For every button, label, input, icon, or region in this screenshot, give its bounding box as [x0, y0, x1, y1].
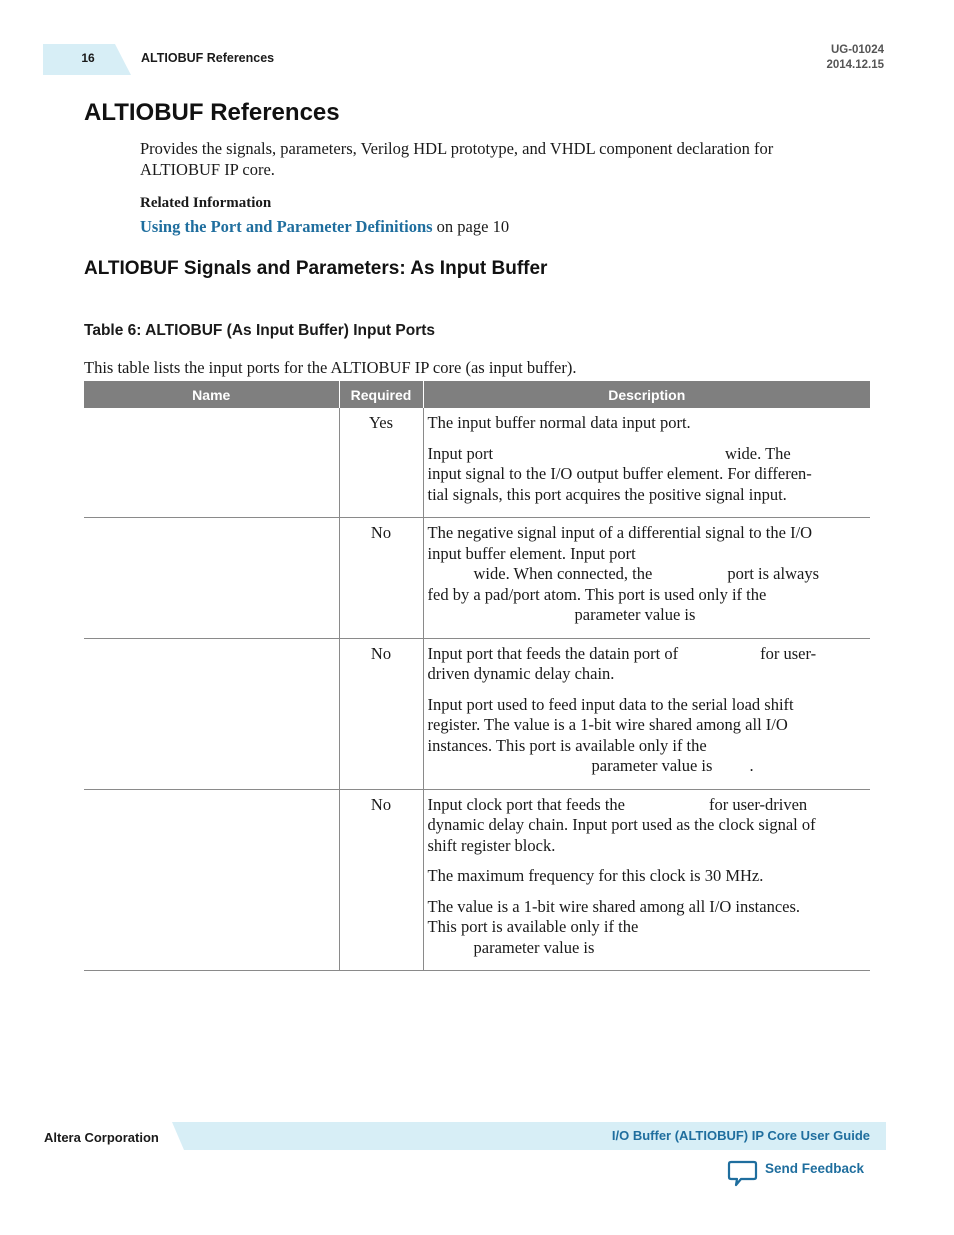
description-text: fed by a pad/port atom. This port is used only if the: [427, 584, 767, 604]
description-text: This port is available only if the: [427, 917, 639, 936]
port-name-cell: [84, 638, 339, 789]
description-cell: [423, 789, 870, 971]
required-cell: No: [339, 789, 423, 971]
related-info-page: on page 10: [432, 217, 510, 236]
required-cell: Yes: [339, 408, 423, 518]
description-cell: [423, 638, 870, 789]
section-intro: Provides the signals, parameters, Verilog HDL prototype, and VHDL component declaration for ALTIOBUF IP core.: [140, 139, 774, 179]
description-text: Input port that feeds the datain port of: [427, 643, 679, 663]
description-text: wide. The: [725, 443, 791, 463]
table-row: [84, 638, 870, 789]
description-text: The negative signal input of a differential signal to the I/O: [427, 523, 813, 542]
description-paragraph: [428, 413, 861, 434]
doc-date: 2014.12.15: [826, 59, 884, 71]
description-text: for user-: [760, 643, 817, 663]
description-paragraph: [428, 523, 861, 626]
description-text: parameter value is: [591, 756, 713, 775]
doc-identifier: [826, 43, 884, 73]
table-header-row: [84, 381, 870, 408]
description-text: input buffer element. Input port: [427, 543, 636, 563]
description-paragraph: [428, 695, 861, 777]
required-cell: No: [339, 638, 423, 789]
description-text: for user-driven: [708, 794, 808, 814]
input-ports-table: [84, 381, 870, 971]
description-text: input signal to the I/O output buffer element. For differen-: [427, 464, 812, 483]
section-title: ALTIOBUF References: [84, 99, 340, 126]
description-text: tial signals, this port acquires the positive signal input.: [427, 484, 787, 504]
description-paragraph: [428, 644, 861, 685]
description-paragraph: [428, 866, 861, 887]
description-paragraph: [428, 897, 861, 959]
footer-guide-title: I/O Buffer (ALTIOBUF) IP Core User Guide: [611, 1128, 870, 1143]
description-paragraph: [428, 444, 861, 506]
footer-company: Altera Corporation: [44, 1130, 159, 1145]
description-paragraph: [428, 795, 861, 857]
column-header-required: Required: [339, 381, 423, 408]
related-info-line: [140, 217, 509, 237]
port-name-cell: [84, 789, 339, 971]
description-text: wide. When connected, the: [473, 564, 653, 583]
description-text: The value is a 1-bit wire shared among all I/O instances.: [427, 896, 801, 916]
page-number-tab: [43, 44, 131, 75]
description-text: dynamic delay chain. Input port used as the clock signal of: [427, 815, 816, 834]
description-text: instances. This port is available only if the: [427, 735, 707, 755]
subsection-title: ALTIOBUF Signals and Parameters: As Input Buffer: [84, 258, 548, 279]
description-text: Input port used to feed input data to the serial load shift: [427, 694, 794, 714]
required-cell: No: [339, 518, 423, 639]
description-text: register. The value is a 1-bit wire shared among all I/O: [427, 715, 788, 734]
column-header-description: Description: [423, 381, 870, 408]
description-text: shift register block.: [427, 835, 556, 855]
port-name-cell: [84, 408, 339, 518]
description-text: port is always: [727, 564, 819, 583]
description-text: parameter value is: [473, 937, 595, 957]
related-info-link[interactable]: Using the Port and Parameter Definitions: [140, 217, 433, 236]
table-caption: Table 6: ALTIOBUF (As Input Buffer) Input Ports: [84, 322, 436, 339]
table-row: [84, 518, 870, 639]
table-row: [84, 789, 870, 971]
send-feedback-label: Send Feedback: [765, 1161, 865, 1176]
description-text: .: [749, 756, 754, 775]
description-text: Input port: [427, 443, 494, 463]
description-cell: [423, 518, 870, 639]
description-text: The maximum frequency for this clock is 30 MHz.: [427, 866, 764, 885]
port-name-cell: [84, 518, 339, 639]
description-text: The input buffer normal data input port.: [427, 413, 691, 432]
related-info-heading: Related Information: [140, 195, 272, 211]
description-text: Input clock port that feeds the: [427, 794, 625, 814]
column-header-name: Name: [84, 381, 339, 408]
table-description: This table lists the input ports for the ALTIOBUF IP core (as input buffer).: [84, 358, 577, 377]
speech-bubble-icon: [727, 1159, 759, 1189]
description-cell: [423, 408, 870, 518]
running-header-title: ALTIOBUF References: [141, 51, 275, 65]
table-row: [84, 408, 870, 518]
doc-id: UG-01024: [830, 44, 884, 56]
description-text: parameter value is: [574, 605, 696, 624]
page-number: 16: [81, 51, 95, 65]
description-text: driven dynamic delay chain.: [427, 664, 615, 683]
